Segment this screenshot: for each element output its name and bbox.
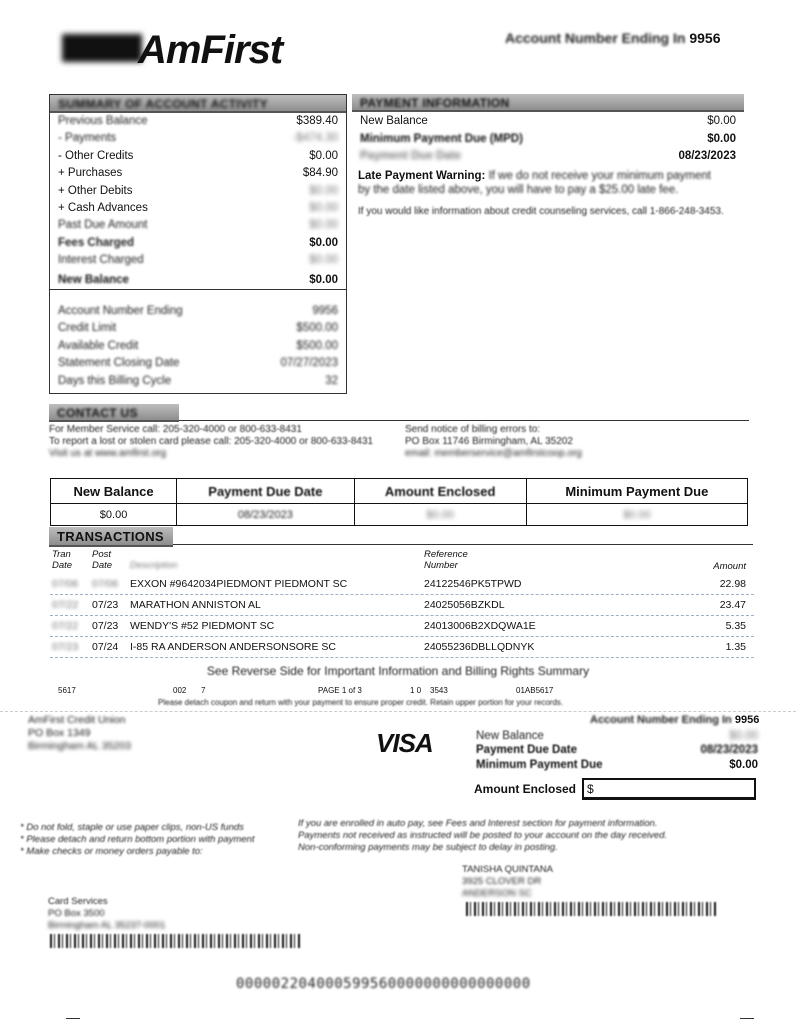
coupon-mpd-value: $0.00 — [729, 759, 758, 771]
payment-due-value: 08/23/2023 — [678, 150, 736, 162]
transaction-post-date: 07/06 — [92, 578, 119, 590]
corner-mark-right — [740, 1018, 754, 1019]
transaction-post-date: 07/23 — [92, 620, 119, 632]
transaction-amount: 23.47 — [719, 599, 746, 611]
coupon-recipient — [462, 864, 553, 900]
activity-lower-label: Account Number Ending — [58, 305, 183, 317]
transaction-tran-date: 07/22 — [52, 620, 79, 632]
payment-new-balance-value: $0.00 — [707, 115, 736, 127]
corner-mark-left — [66, 1018, 80, 1019]
transaction-description: EXXON #9642034PIEDMONT PIEDMONT SC — [130, 578, 348, 590]
summary-value: $0.00 — [526, 504, 747, 526]
scanline — [236, 976, 531, 992]
contact-right — [405, 424, 582, 460]
activity-row-label: - Payments — [58, 132, 117, 145]
activity-lower-value: $500.00 — [296, 322, 338, 335]
remit-barcode — [50, 934, 302, 948]
coupon-new-balance-value: $0.00 — [729, 730, 758, 742]
activity-lower-row — [50, 305, 346, 322]
coupon-note: * Do not fold, staple or use paper clips, non-US funds — [20, 822, 244, 833]
activity-lower-value: $500.00 — [296, 339, 338, 352]
header-account-number: 9956 — [689, 30, 721, 46]
activity-row-value: $0.00 — [309, 149, 338, 162]
summary-header-row — [51, 479, 748, 504]
transaction-row — [50, 575, 754, 595]
activity-row-value: $0.00 — [309, 202, 338, 214]
contact-website-link[interactable]: Visit us at www.amfirst.org — [49, 448, 167, 459]
activity-title-text: SUMMARY OF ACCOUNT ACTIVITY — [58, 97, 268, 111]
payment-due — [352, 150, 744, 167]
contact-title — [49, 404, 179, 422]
summary-value: $0.00 — [51, 504, 177, 526]
summary-value-row — [51, 504, 748, 526]
coupon-new-balance-label: New Balance — [476, 730, 544, 742]
activity-row — [50, 167, 346, 184]
perforation-line — [0, 711, 796, 712]
coupon-notes — [20, 822, 254, 858]
visa-logo — [376, 728, 433, 759]
activity-lower-value: 32 — [325, 374, 338, 387]
coupon-autopay-line3: Non-conforming payments may be subject to delay in posting. — [298, 842, 558, 853]
activity-row — [50, 254, 346, 271]
activity-lower-row — [50, 322, 346, 339]
coupon-note: * Make checks or money orders payable to: — [20, 846, 203, 857]
payment-title — [352, 94, 744, 112]
activity-row-value: $389.40 — [296, 115, 338, 127]
transactions-rule — [173, 544, 753, 545]
activity-title — [50, 95, 346, 113]
activity-lower-label: Available Credit — [58, 339, 139, 352]
summary-table — [50, 478, 748, 526]
coupon-recipient-addr2: ANDERSON SC — [462, 888, 532, 899]
activity-lower-value: 07/27/2023 — [280, 357, 338, 370]
coupon-code-mid2: 7 — [201, 686, 206, 695]
activity-lower-label: Statement Closing Date — [58, 357, 180, 370]
contact-left — [49, 424, 373, 460]
transaction-amount: 1.35 — [725, 641, 746, 653]
coupon-autopay — [298, 818, 708, 854]
activity-panel — [49, 94, 347, 394]
payment-due-label: Payment Due Date — [360, 150, 461, 162]
recipient-barcode — [466, 902, 716, 916]
transaction-description: I-85 RA ANDERSON ANDERSONSORE SC — [130, 641, 336, 653]
transaction-reference: 24122546PK5TPWD — [424, 578, 522, 590]
transaction-row — [50, 617, 754, 637]
summary-header: Amount Enclosed — [354, 479, 526, 504]
amount-enclosed-prefix: $ — [587, 782, 594, 796]
transaction-tran-date: 07/06 — [52, 578, 79, 590]
payment-info-text: If you would like information about credit counseling services, call 1-866-248-3453. — [358, 206, 724, 217]
transaction-row — [50, 596, 754, 616]
coupon-autopay-line1: If you are enrolled in auto pay, see Fees and Interest section for payment information. — [298, 818, 658, 829]
transaction-row — [50, 638, 754, 658]
activity-lower-row — [50, 340, 346, 357]
activity-row — [50, 237, 346, 254]
activity-lower-label: Days this Billing Cycle — [58, 374, 172, 387]
summary-header: Minimum Payment Due — [526, 479, 747, 504]
summary-header: New Balance — [51, 479, 177, 504]
activity-lower-value: 9956 — [312, 305, 338, 317]
header-account-ending — [505, 30, 721, 46]
activity-lower-row — [50, 375, 346, 392]
coupon-enclosed-label: Amount Enclosed — [474, 782, 577, 796]
payment-warning-line2: by the date listed above, you will have to pay a $25.00 late fee. — [358, 184, 679, 196]
activity-row-label: + Cash Advances — [58, 202, 148, 214]
transaction-reference: 24013006B2XDQWA1E — [424, 620, 536, 632]
activity-row-value: $0.00 — [309, 236, 338, 249]
contact-email-link[interactable]: email: memberservice@amfirstcoop.org — [405, 448, 582, 459]
coupon-mpd-label: Minimum Payment Due — [476, 759, 603, 771]
visa-logo-text: VISA — [376, 728, 433, 758]
coupon-sender-city: Birmingham AL 35203 — [28, 740, 131, 752]
payment-mpd-label: Minimum Payment Due (MPD) — [360, 133, 523, 145]
payment-warning-bold: Late Payment Warning: — [358, 170, 486, 182]
coupon-account-label: Account Number Ending In — [590, 714, 732, 726]
payment-title-text: PAYMENT INFORMATION — [360, 96, 510, 110]
activity-row — [50, 150, 346, 167]
coupon-sender-box: PO Box 1349 — [28, 727, 91, 739]
payment-panel — [352, 94, 744, 224]
transaction-amount: 22.98 — [719, 578, 746, 590]
coupon-instructions: Please detach coupon and return with your payment to ensure proper credit. Retain upper portion for your records. — [158, 698, 564, 707]
logo-mark-icon — [62, 34, 142, 62]
activity-row — [50, 132, 346, 149]
coupon-recipient-addr1: 3925 CLOVER DR — [462, 876, 542, 887]
activity-row — [50, 202, 346, 219]
activity-row-label: - Other Credits — [58, 149, 134, 162]
payment-warning — [358, 169, 738, 197]
coupon-sender-name: AmFirst Credit Union — [28, 714, 126, 726]
activity-rows — [50, 115, 346, 295]
header-account-label: Account Number Ending In — [505, 30, 686, 46]
payment-mpd — [352, 133, 744, 150]
activity-row-label: Fees Charged — [58, 236, 135, 249]
coupon-code2: 3543 — [430, 686, 448, 695]
payment-new-balance — [352, 115, 744, 132]
transactions-title-text: TRANSACTIONS — [57, 529, 164, 544]
activity-lower-row — [50, 357, 346, 374]
activity-new-balance-value: $0.00 — [309, 273, 338, 286]
activity-row-label: Interest Charged — [58, 254, 144, 267]
transaction-reference: 24055236DBLLQDNYK — [424, 641, 535, 653]
contact-title-text: CONTACT US — [57, 406, 138, 420]
transaction-post-date: 07/23 — [92, 599, 119, 611]
coupon-page: PAGE 1 of 3 — [318, 686, 362, 695]
brand-name: AmFirst — [138, 28, 283, 72]
col-description: Description — [130, 560, 178, 571]
summary-value: $0.00 — [354, 504, 526, 526]
coupon-account-number: 9956 — [734, 714, 760, 726]
contact-send-line2: PO Box 11746 Birmingham, AL 35202 — [405, 436, 573, 447]
activity-lower-label: Credit Limit — [58, 322, 117, 335]
transaction-tran-date: 07/23 — [52, 641, 79, 653]
brand-logo — [62, 28, 362, 70]
transaction-post-date: 07/24 — [92, 641, 119, 653]
coupon-remit-line1: Card Services — [48, 896, 108, 907]
coupon-note: * Please detach and return bottom portion with payment — [20, 834, 255, 845]
col-tran-date: Tran Date — [52, 549, 73, 571]
col-reference: Reference Number — [424, 549, 468, 571]
transaction-description: MARATHON ANNISTON AL — [130, 599, 261, 611]
activity-row-value: $84.90 — [302, 167, 338, 180]
col-post-date: Post Date — [92, 549, 113, 571]
coupon-recipient-name: TANISHA QUINTANA — [462, 864, 553, 875]
coupon-account — [590, 714, 759, 726]
payment-info — [358, 206, 744, 217]
contact-line2: To report a lost or stolen card please call: 205-320-4000 or 800-633-8431 — [49, 436, 374, 447]
scanline-text: 000002204000599560000000000000000 — [236, 976, 531, 992]
activity-row — [50, 185, 346, 202]
transactions-title — [49, 527, 173, 547]
transactions-footer — [0, 664, 796, 678]
coupon-amount-enclosed — [474, 778, 758, 802]
transaction-reference: 24025056BZKDL — [424, 599, 505, 611]
activity-row-label: + Other Debits — [58, 184, 133, 197]
transactions-footer-text: See Reverse Side for Important Information and Billing Rights Summary — [206, 664, 590, 678]
activity-lower-rows — [50, 305, 346, 395]
contact-line1: For Member Service call: 205-320-4000 or 800-633-8431 — [49, 424, 302, 435]
activity-row-value: $0.00 — [309, 219, 338, 232]
amount-enclosed-field[interactable] — [582, 778, 756, 800]
activity-divider — [50, 289, 346, 290]
activity-row-value: -$474.30 — [292, 132, 338, 145]
activity-row — [50, 115, 346, 132]
payment-mpd-value: $0.00 — [707, 133, 736, 145]
contact-rule — [179, 420, 749, 421]
activity-row-label: + Purchases — [58, 167, 123, 180]
coupon-due-value: 08/23/2023 — [700, 744, 758, 756]
coupon-code1: 1 0 — [410, 686, 422, 695]
coupon-due-label: Payment Due Date — [476, 744, 577, 756]
coupon-code-left: 5617 — [58, 686, 76, 695]
activity-row — [50, 219, 346, 236]
coupon-remit-line3: Birmingham AL 35237-0001 — [48, 920, 166, 931]
transaction-amount: 5.35 — [725, 620, 746, 632]
coupon-sender — [28, 714, 131, 753]
activity-row-label: Previous Balance — [58, 115, 148, 127]
coupon-remit-address — [48, 896, 165, 932]
activity-row-value: $0.00 — [309, 254, 338, 267]
summary-header: Payment Due Date — [177, 479, 355, 504]
coupon-remit-line2: PO Box 3500 — [48, 908, 105, 919]
summary-value: 08/23/2023 — [177, 504, 355, 526]
coupon-code-mid1: 002 — [173, 686, 187, 695]
col-amount: Amount — [713, 561, 746, 572]
activity-row-label: Past Due Amount — [58, 219, 148, 232]
transaction-description: WENDY'S #52 PIEDMONT SC — [130, 620, 275, 632]
transaction-tran-date: 07/22 — [52, 599, 79, 611]
activity-row-value: $0.00 — [309, 184, 338, 197]
coupon-code3: 01AB5617 — [516, 686, 554, 695]
payment-new-balance-label: New Balance — [360, 115, 428, 127]
contact-send-line1: Send notice of billing errors to: — [405, 424, 541, 435]
coupon-mpd — [476, 759, 758, 776]
activity-new-balance-label: New Balance — [58, 273, 129, 286]
coupon-autopay-line2: Payments not received as instructed will be posted to your account on the day received. — [298, 830, 668, 841]
contact-section — [49, 404, 749, 466]
transactions-headers — [52, 549, 752, 573]
payment-warning-line1: If we do not receive your minimum payment — [488, 170, 712, 182]
